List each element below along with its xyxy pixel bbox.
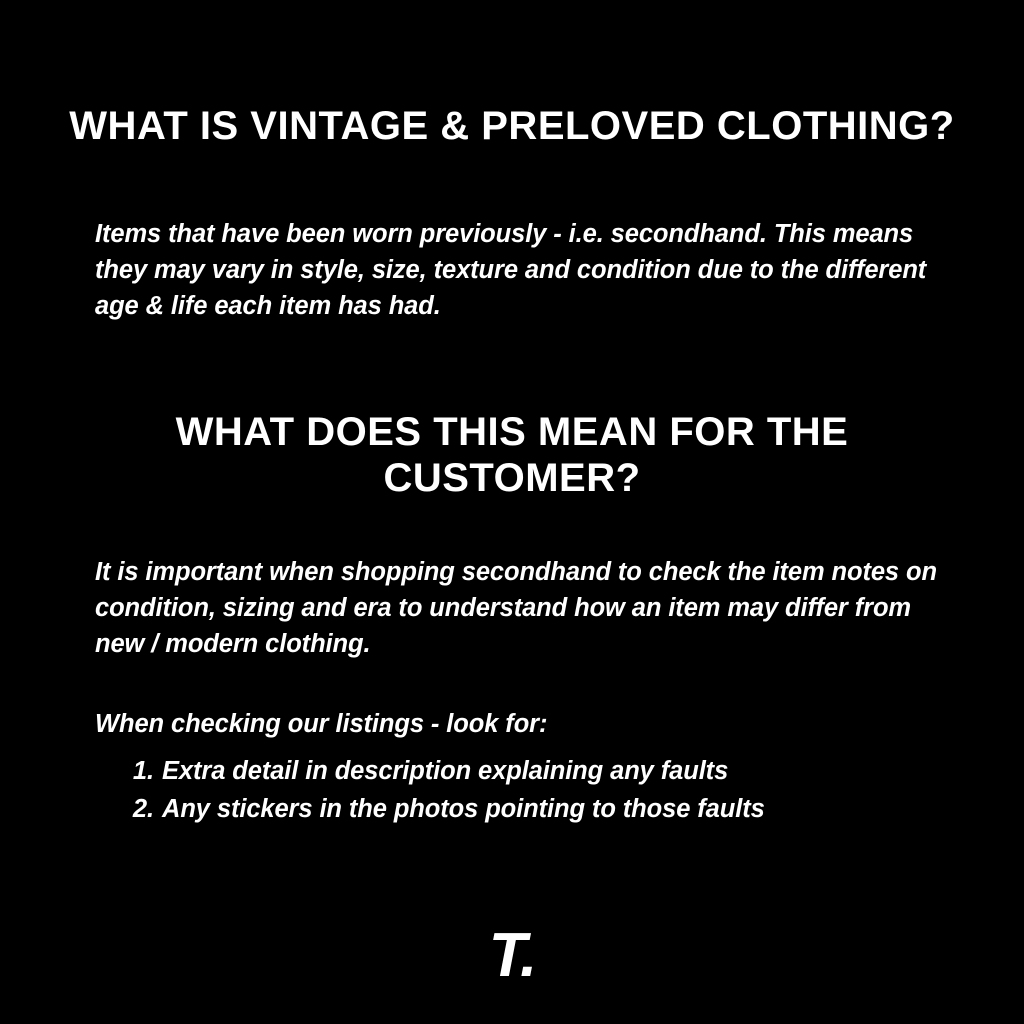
checklist	[120, 752, 982, 829]
importance-paragraph: It is important when shopping secondhand to check the item notes on condition, sizing and era to understand how an item may differ from new / modern clothing.	[95, 557, 937, 658]
page-title: WHAT IS VINTAGE & PRELOVED CLOTHING?	[69, 103, 955, 148]
definition-paragraph: Items that have been worn previously - i.e. secondhand. This means they may vary in style, size, texture and condition due to the different age & life each item has had.	[95, 219, 927, 320]
brand-logo: T.	[488, 921, 536, 990]
list-item-label: Any stickers in the photos pointing to those faults	[162, 795, 765, 824]
list-item-number: 1.	[132, 757, 154, 785]
list-item-number: 2.	[132, 795, 154, 824]
list-item-label: Extra detail in description explaining any faults	[162, 757, 729, 785]
section-title: WHAT DOES THIS MEAN FOR THE CUSTOMER?	[175, 410, 849, 501]
list-item	[132, 790, 982, 828]
lead-in-paragraph: When checking our listings - look for:	[95, 709, 548, 738]
list-item	[132, 752, 982, 790]
